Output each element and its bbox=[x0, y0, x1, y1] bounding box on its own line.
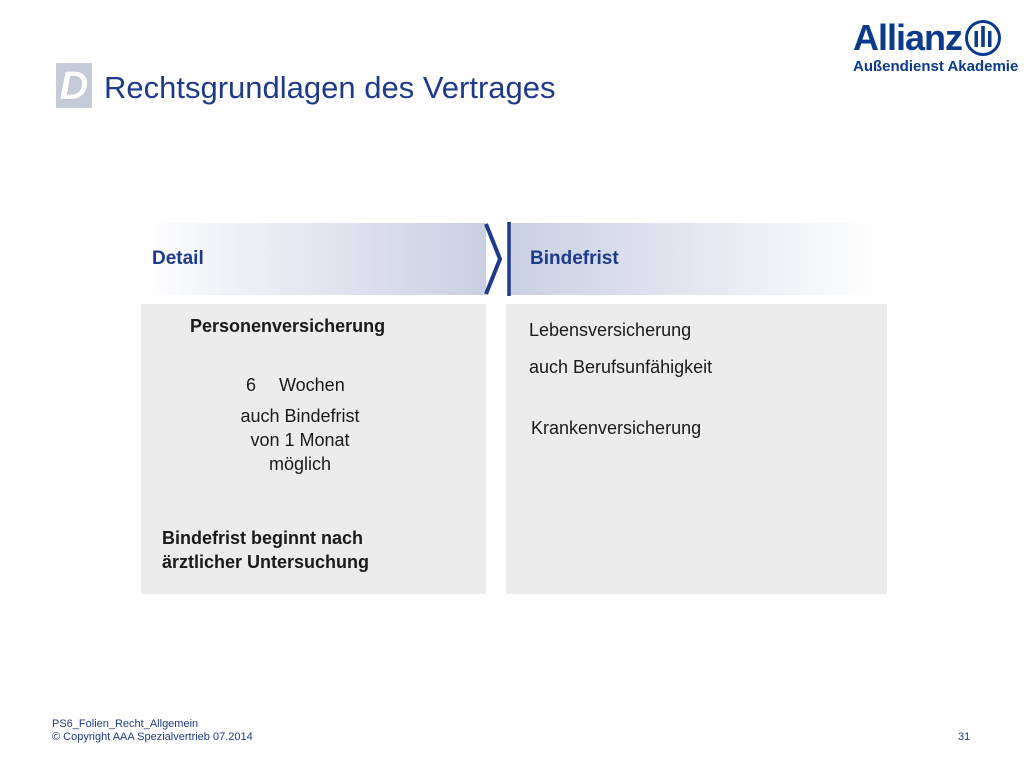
note-line-1: auch Bindefrist bbox=[240, 406, 360, 426]
note-line-2: von 1 Monat bbox=[250, 430, 350, 450]
allianz-logo-wordmark: Allianz bbox=[853, 17, 963, 58]
period-unit: Wochen bbox=[279, 375, 345, 395]
left-footer-line-2: ärztlicher Untersuchung bbox=[162, 552, 370, 572]
logo-subline: Außendienst Akademie bbox=[853, 58, 1019, 75]
column-label-bindefrist: Bindefrist bbox=[530, 248, 619, 269]
note-line-3: möglich bbox=[268, 454, 332, 474]
left-heading: Personenversicherung bbox=[190, 316, 386, 336]
footer-file-name: PS6_Folien_Recht_Allgemein bbox=[52, 718, 199, 730]
right-item-3: Krankenversicherung bbox=[531, 418, 702, 438]
page-title: Rechtsgrundlagen des Vertrages bbox=[104, 70, 556, 105]
allianz-eagle-icon bbox=[964, 19, 1002, 57]
section-letter-badge bbox=[56, 63, 92, 108]
column-label-detail: Detail bbox=[152, 248, 204, 269]
column-header-detail bbox=[141, 223, 486, 295]
bindefrist-panel bbox=[506, 304, 887, 594]
chevron-divider-icon bbox=[480, 221, 514, 297]
left-footer-line-1: Bindefrist beginnt nach bbox=[162, 528, 364, 548]
column-header-bindefrist bbox=[508, 223, 878, 295]
right-item-2: auch Berufsunfähigkeit bbox=[529, 357, 713, 377]
footer-copyright: © Copyright AAA Spezialvertrieb 07.2014 bbox=[52, 731, 253, 743]
period-number: 6 bbox=[246, 375, 257, 395]
section-letter: D bbox=[59, 63, 89, 108]
right-item-1: Lebensversicherung bbox=[529, 320, 692, 340]
page-number: 31 bbox=[958, 731, 971, 743]
